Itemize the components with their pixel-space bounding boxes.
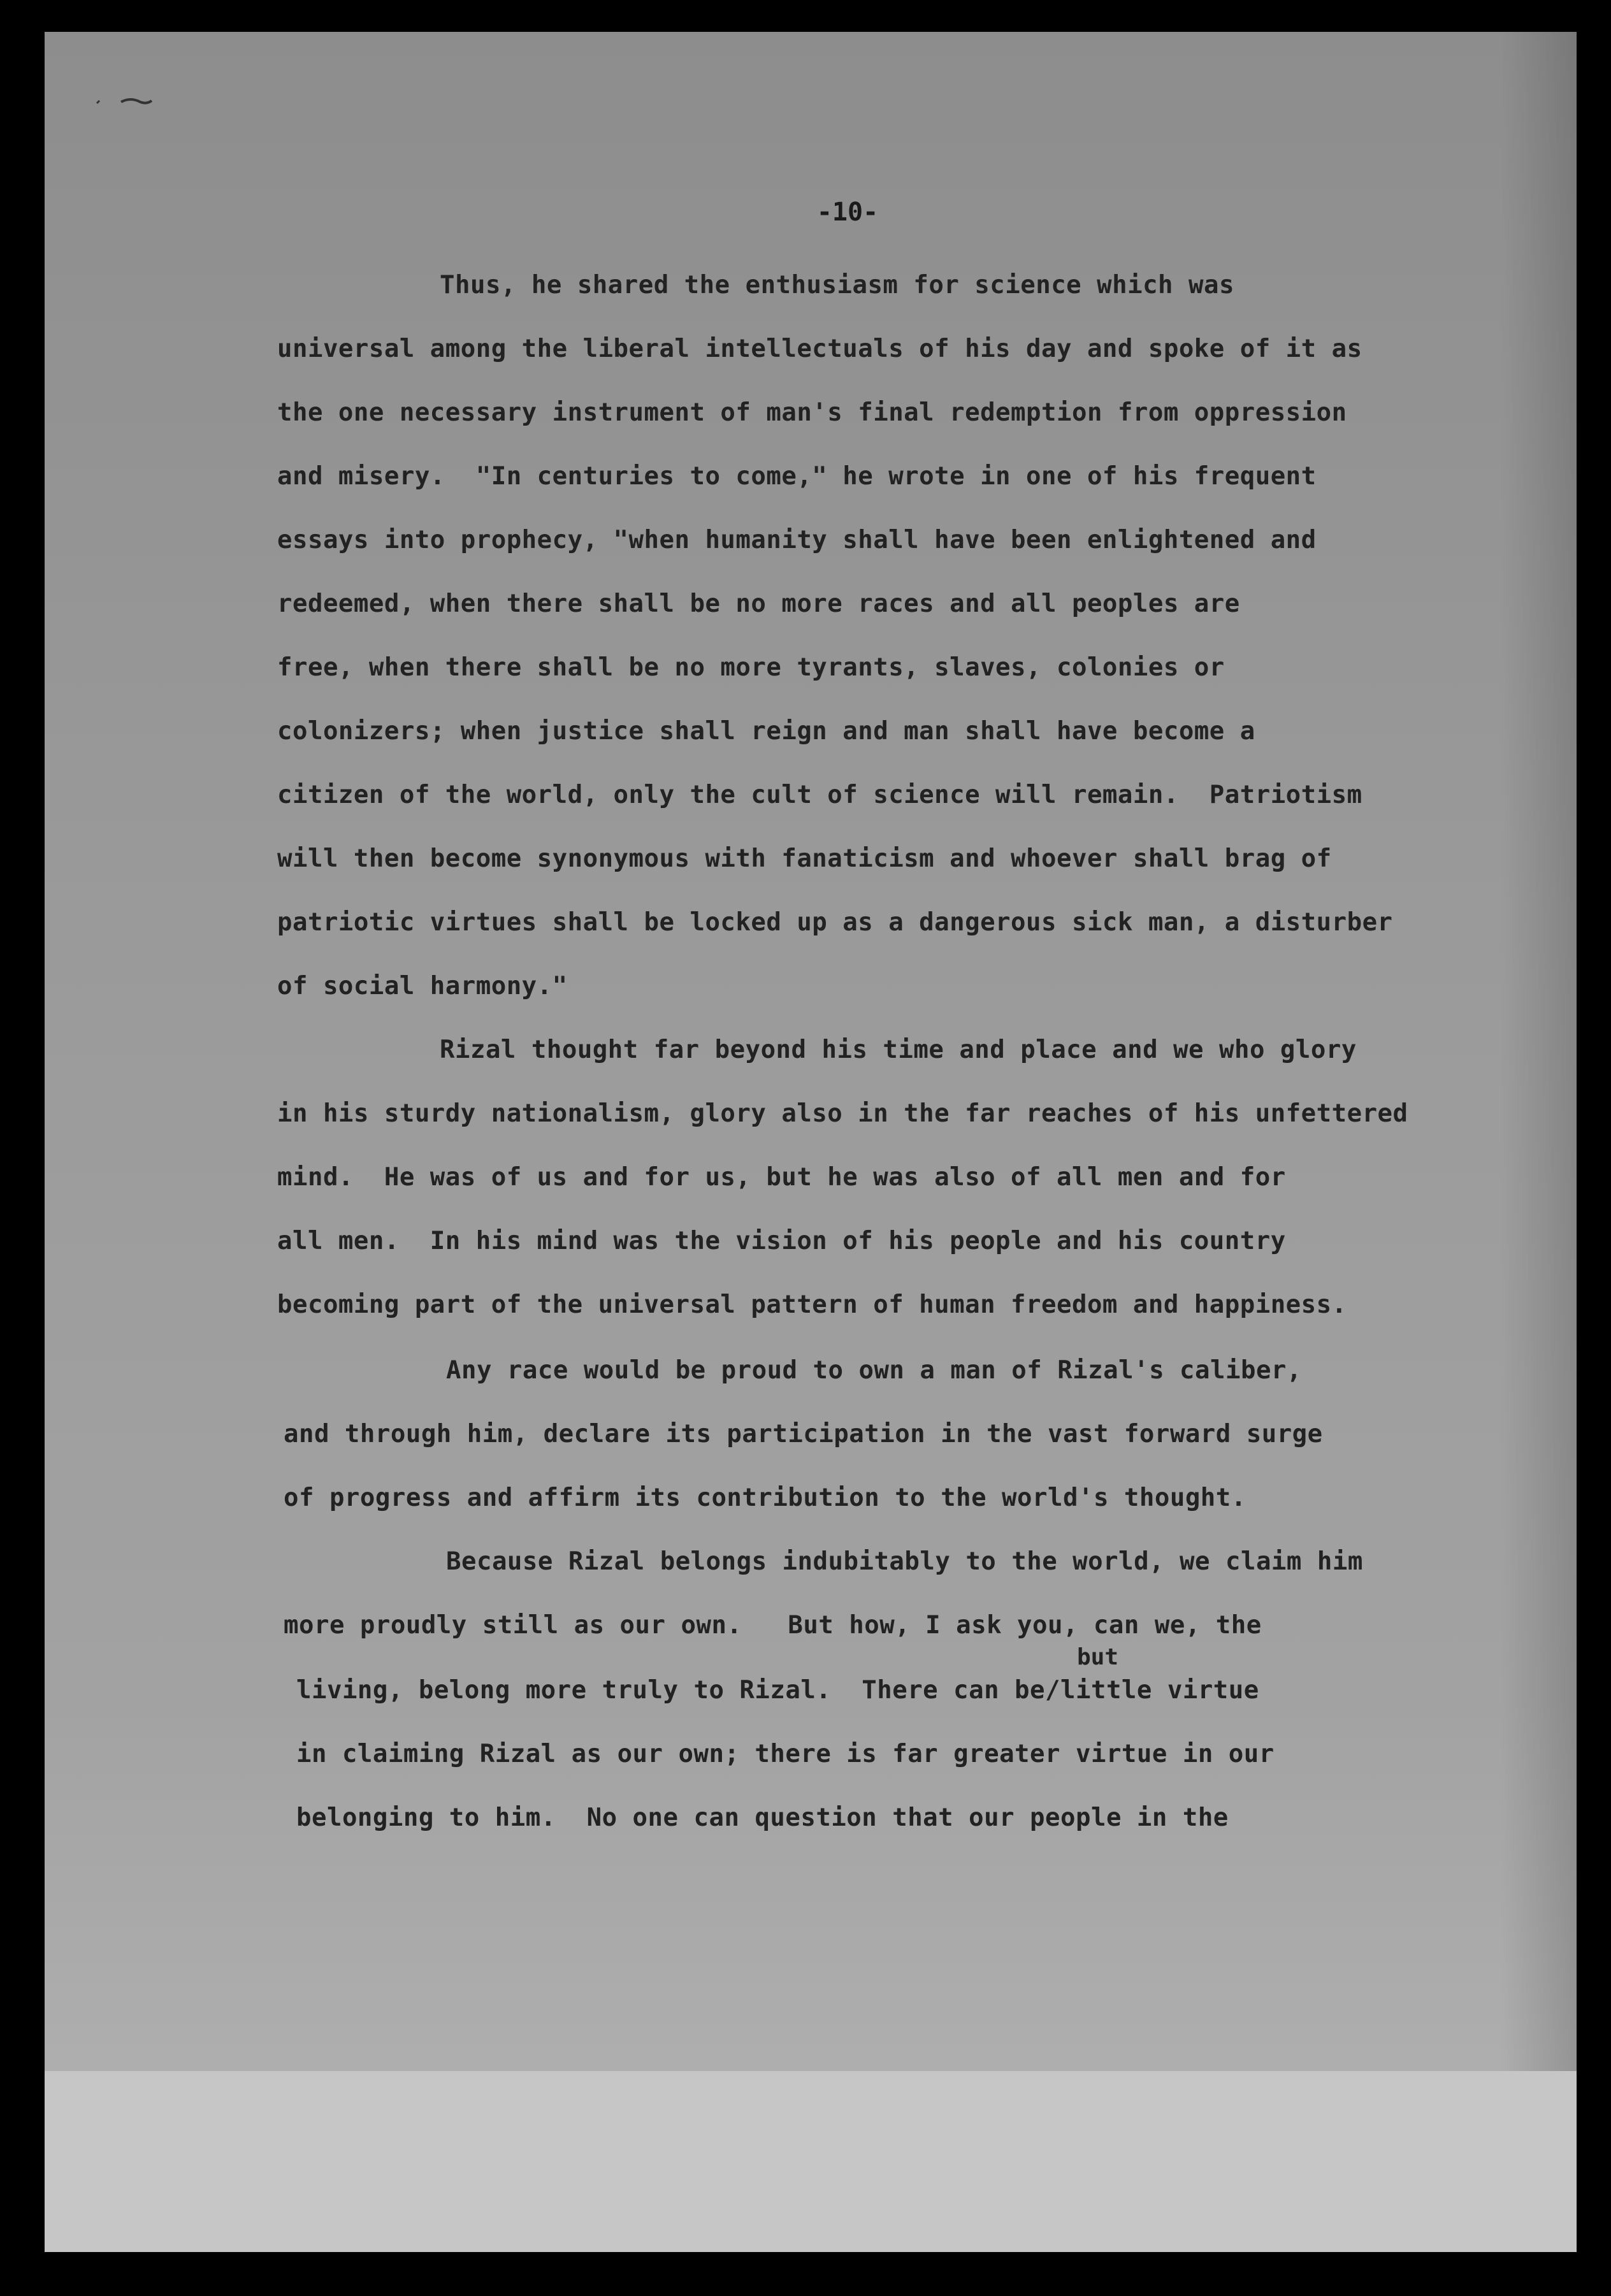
page-edge-shadow: [1500, 32, 1577, 2071]
text-line: in his sturdy nationalism, glory also in the far reaches of his unfettered: [277, 1099, 1408, 1128]
text-line: and misery. "In centuries to come," he wrote in one of his frequent: [277, 462, 1317, 491]
stray-ink-mark: [96, 96, 153, 108]
text-line: will then become synonymous with fanaticism and whoever shall brag of: [277, 844, 1332, 873]
text-line: Any race would be proud to own a man of Rizal's caliber,: [446, 1356, 1302, 1385]
text-line: essays into prophecy, "when humanity shall have been enlightened and: [277, 526, 1317, 554]
text-line: Thus, he shared the enthusiasm for science which was: [440, 271, 1234, 300]
handwritten-insertion: but: [1077, 1644, 1119, 1670]
text-line: citizen of the world, only the cult of science will remain. Patriotism: [277, 781, 1362, 809]
text-line: universal among the liberal intellectuals of his day and spoke of it as: [277, 335, 1362, 363]
text-line: free, when there shall be no more tyrants, slaves, colonies or: [277, 653, 1225, 682]
text-line: mind. He was of us and for us, but he was also of all men and for: [277, 1163, 1286, 1192]
text-line: redeemed, when there shall be no more races and all peoples are: [277, 589, 1240, 618]
text-line: becoming part of the universal pattern of human freedom and happiness.: [277, 1290, 1347, 1319]
document-sheet: [45, 32, 1577, 2252]
text-line: more proudly still as our own. But how, I ask you, can we, the: [284, 1611, 1262, 1640]
text-line: belonging to him. No one can question that our people in the: [296, 1803, 1229, 1832]
text-line: living, belong more truly to Rizal. There can be/little virtue: [296, 1676, 1259, 1705]
page-number: -10-: [816, 198, 879, 227]
text-line: patriotic virtues shall be locked up as a dangerous sick man, a disturber: [277, 908, 1393, 937]
text-line: the one necessary instrument of man's final redemption from oppression: [277, 398, 1347, 427]
text-line: of social harmony.": [277, 972, 568, 1000]
text-line: Because Rizal belongs indubitably to the world, we claim him: [446, 1547, 1363, 1576]
text-line: Rizal thought far beyond his time and place and we who glory: [440, 1036, 1357, 1064]
text-line: all men. In his mind was the vision of his people and his country: [277, 1227, 1286, 1255]
text-line: in claiming Rizal as our own; there is far greater virtue in our: [296, 1740, 1275, 1768]
text-line: colonizers; when justice shall reign and man shall have become a: [277, 717, 1255, 746]
text-line: and through him, declare its participation in the vast forward surge: [284, 1420, 1323, 1448]
text-line: of progress and affirm its contribution to the world's thought.: [284, 1484, 1246, 1512]
underlying-sheet: [45, 2071, 1577, 2252]
